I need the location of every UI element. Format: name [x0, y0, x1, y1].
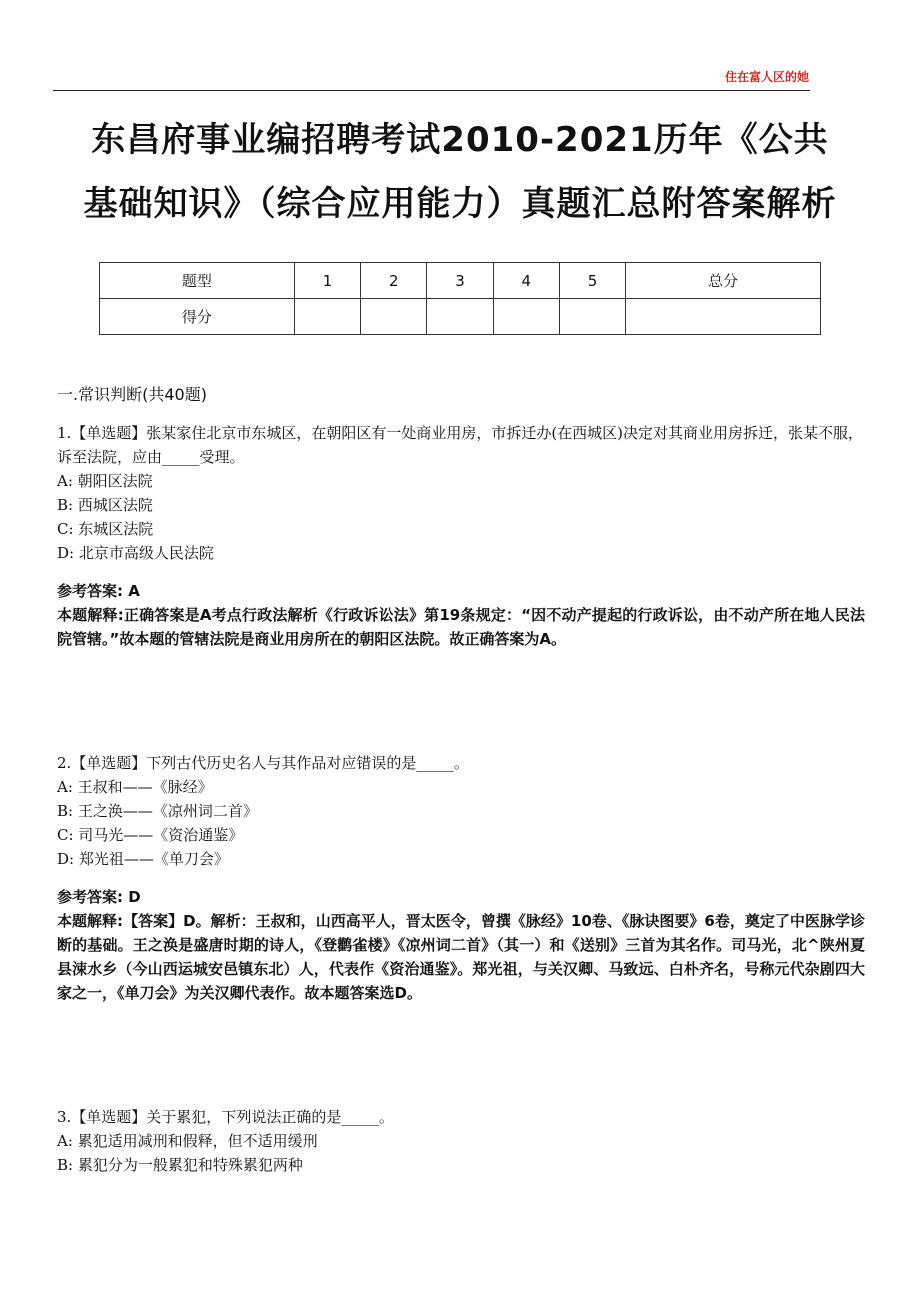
option-a: A: 累犯适用减刑和假释，但不适用缓刑 [57, 1132, 318, 1150]
option-c: C: 东城区法院 [57, 520, 154, 538]
score-cell [361, 299, 427, 335]
score-cell [294, 299, 360, 335]
answer-block [57, 579, 865, 651]
spacer [57, 651, 865, 751]
score-cell: 得分 [100, 299, 295, 335]
question-content [57, 383, 865, 1177]
title-line-1: 东昌府事业编招聘考试2010-2021历年《公共 [91, 120, 829, 160]
score-cell [427, 299, 493, 335]
title-line-2: 基础知识》（综合应用能力）真题汇总附答案解析 [83, 184, 837, 224]
option-a: A: 朝阳区法院 [57, 472, 153, 490]
document-title [40, 108, 880, 236]
option-d: D: 郑光祖——《单刀会》 [57, 850, 229, 868]
answer-line: 参考答案: D [57, 888, 141, 906]
header-watermark: 住在富人区的她 [724, 70, 809, 84]
question-stem: 2.【单选题】下列古代历史名人与其作品对应错误的是_____。 [57, 754, 469, 772]
explanation: 本题解释:【答案】D。解析：王叔和，山西高平人，晋太医令，曾撰《脉经》10卷、《脉诀图要》6卷，奠定了中医脉学诊断的基础。王之涣是盛唐时期的诗人，《登鹳雀楼》《凉州词二首》（其一）和《送别》三首为其名作。司马光，北^陕州夏县涑水乡（今山西运城安邑镇东北）人，代表作《资治通鉴》。郑光祖，与关汉卿、马致远、白朴齐名，号称元代杂剧四大家之一，《单刀会》为关汉卿代表作。故本题答案选D。 [57, 912, 865, 1002]
score-table-score-row [100, 299, 821, 335]
score-cell [626, 299, 821, 335]
section-title: 一.常识判断(共40题) [57, 385, 207, 404]
score-cell [493, 299, 559, 335]
score-table [99, 262, 821, 335]
score-cell: 1 [294, 263, 360, 299]
option-b: B: 西城区法院 [57, 496, 153, 514]
score-cell [559, 299, 625, 335]
score-table-header-row [100, 263, 821, 299]
score-cell: 5 [559, 263, 625, 299]
question-stem: 1.【单选题】张某家住北京市东城区，在朝阳区有一处商业用房，市拆迁办(在西城区)决定对其商业用房拆迁，张某不服，诉至法院，应由_____受理。 [57, 424, 864, 466]
score-cell: 2 [361, 263, 427, 299]
question-3 [57, 1105, 865, 1177]
answer-line: 参考答案: A [57, 582, 140, 600]
header-rule [53, 90, 810, 91]
option-b: B: 王之涣——《凉州词二首》 [57, 802, 258, 820]
explanation: 本题解释:正确答案是A考点行政法解析《行政诉讼法》第19条规定：“因不动产提起的行政诉讼，由不动产所在地人民法院管辖。”故本题的管辖法院是商业用房所在的朝阳区法院。故正确答案为A。 [57, 606, 865, 648]
option-d: D: 北京市高级人民法院 [57, 544, 214, 562]
spacer [57, 1005, 865, 1105]
question-1 [57, 421, 865, 651]
question-stem: 3.【单选题】关于累犯，下列说法正确的是_____。 [57, 1108, 394, 1126]
score-cell: 总分 [626, 263, 821, 299]
option-c: C: 司马光——《资治通鉴》 [57, 826, 244, 844]
score-cell: 4 [493, 263, 559, 299]
score-cell: 3 [427, 263, 493, 299]
score-cell: 题型 [100, 263, 295, 299]
answer-block [57, 885, 865, 1005]
question-2 [57, 751, 865, 1005]
option-a: A: 王叔和——《脉经》 [57, 778, 213, 796]
option-b: B: 累犯分为一般累犯和特殊累犯两种 [57, 1156, 303, 1174]
